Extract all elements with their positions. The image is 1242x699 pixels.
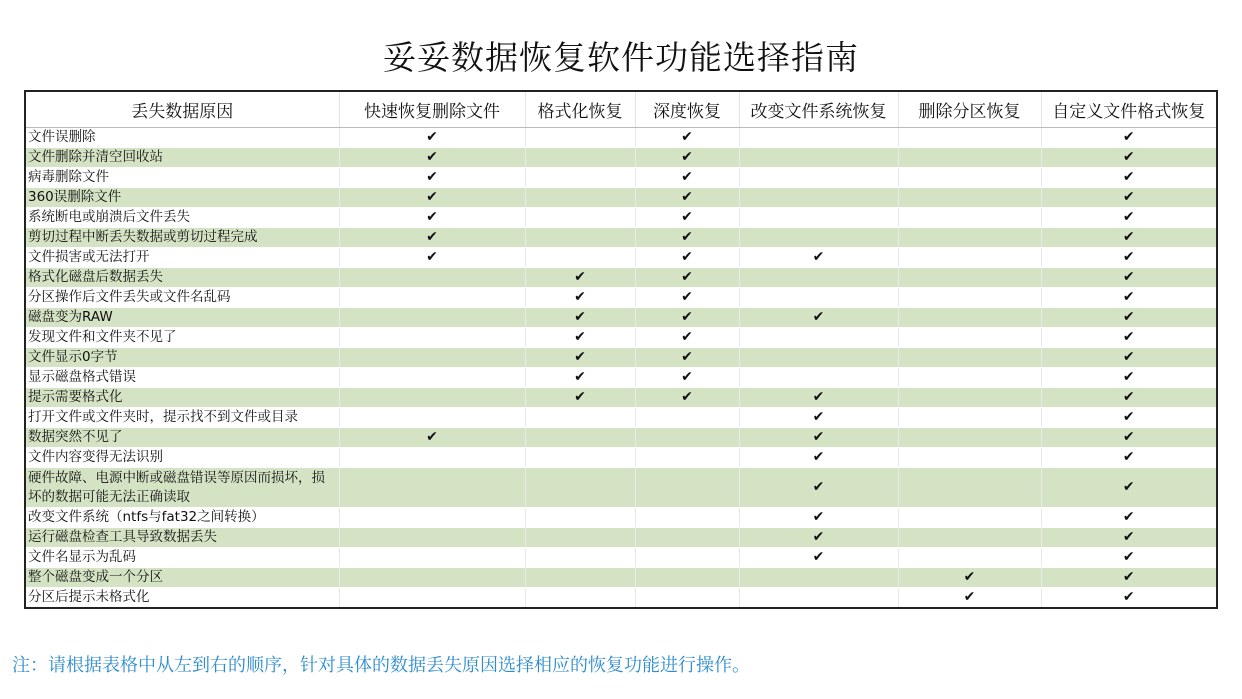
check-mark-icon: ✔ bbox=[1041, 188, 1217, 208]
empty-cell bbox=[898, 368, 1041, 388]
empty-cell bbox=[635, 588, 739, 609]
header-reason: 丢失数据原因 bbox=[25, 91, 339, 128]
empty-cell bbox=[525, 448, 635, 468]
header-custom-format-recovery: 自定义文件格式恢复 bbox=[1041, 91, 1217, 128]
check-mark-icon: ✔ bbox=[1041, 168, 1217, 188]
empty-cell bbox=[525, 148, 635, 168]
empty-cell bbox=[635, 408, 739, 428]
table-row bbox=[25, 268, 1217, 288]
empty-cell bbox=[898, 428, 1041, 448]
empty-cell bbox=[739, 368, 898, 388]
check-mark-icon: ✔ bbox=[739, 508, 898, 528]
table-row bbox=[25, 168, 1217, 188]
empty-cell bbox=[898, 228, 1041, 248]
check-mark-icon: ✔ bbox=[1041, 328, 1217, 348]
empty-cell bbox=[898, 388, 1041, 408]
empty-cell bbox=[635, 428, 739, 448]
table-row bbox=[25, 448, 1217, 468]
empty-cell bbox=[739, 228, 898, 248]
empty-cell bbox=[898, 548, 1041, 568]
empty-cell bbox=[525, 588, 635, 609]
check-mark-icon: ✔ bbox=[635, 368, 739, 388]
empty-cell bbox=[635, 508, 739, 528]
table-row bbox=[25, 208, 1217, 228]
reason-cell: 文件误删除 bbox=[25, 128, 339, 148]
empty-cell bbox=[339, 508, 525, 528]
reason-cell: 提示需要格式化 bbox=[25, 388, 339, 408]
check-mark-icon: ✔ bbox=[339, 228, 525, 248]
empty-cell bbox=[635, 448, 739, 468]
header-format-recovery: 格式化恢复 bbox=[525, 91, 635, 128]
reason-cell: 剪切过程中断丢失数据或剪切过程完成 bbox=[25, 228, 339, 248]
check-mark-icon: ✔ bbox=[635, 168, 739, 188]
check-mark-icon: ✔ bbox=[635, 268, 739, 288]
empty-cell bbox=[739, 148, 898, 168]
check-mark-icon: ✔ bbox=[525, 368, 635, 388]
check-mark-icon: ✔ bbox=[1041, 348, 1217, 368]
empty-cell bbox=[525, 128, 635, 148]
empty-cell bbox=[898, 188, 1041, 208]
empty-cell bbox=[635, 568, 739, 588]
check-mark-icon: ✔ bbox=[1041, 428, 1217, 448]
check-mark-icon: ✔ bbox=[1041, 148, 1217, 168]
empty-cell bbox=[525, 408, 635, 428]
check-mark-icon: ✔ bbox=[635, 208, 739, 228]
check-mark-icon: ✔ bbox=[339, 428, 525, 448]
check-mark-icon: ✔ bbox=[339, 128, 525, 148]
empty-cell bbox=[339, 568, 525, 588]
header-row bbox=[25, 91, 1217, 128]
reason-cell: 系统断电或崩溃后文件丢失 bbox=[25, 208, 339, 228]
empty-cell bbox=[525, 508, 635, 528]
check-mark-icon: ✔ bbox=[339, 168, 525, 188]
empty-cell bbox=[525, 168, 635, 188]
table-row bbox=[25, 248, 1217, 268]
check-mark-icon: ✔ bbox=[635, 288, 739, 308]
reason-cell: 整个磁盘变成一个分区 bbox=[25, 568, 339, 588]
check-mark-icon: ✔ bbox=[739, 388, 898, 408]
check-mark-icon: ✔ bbox=[339, 148, 525, 168]
empty-cell bbox=[739, 568, 898, 588]
check-mark-icon: ✔ bbox=[1041, 468, 1217, 508]
empty-cell bbox=[898, 508, 1041, 528]
recovery-guide-table bbox=[24, 90, 1218, 609]
check-mark-icon: ✔ bbox=[339, 188, 525, 208]
empty-cell bbox=[525, 428, 635, 448]
empty-cell bbox=[739, 208, 898, 228]
check-mark-icon: ✔ bbox=[1041, 128, 1217, 148]
reason-cell: 运行磁盘检查工具导致数据丢失 bbox=[25, 528, 339, 548]
empty-cell bbox=[525, 208, 635, 228]
empty-cell bbox=[339, 448, 525, 468]
reason-cell: 360误删除文件 bbox=[25, 188, 339, 208]
table-row bbox=[25, 348, 1217, 368]
empty-cell bbox=[898, 528, 1041, 548]
empty-cell bbox=[739, 268, 898, 288]
empty-cell bbox=[339, 308, 525, 328]
reason-cell: 改变文件系统（ntfs与fat32之间转换） bbox=[25, 508, 339, 528]
check-mark-icon: ✔ bbox=[525, 288, 635, 308]
check-mark-icon: ✔ bbox=[1041, 568, 1217, 588]
reason-cell: 数据突然不见了 bbox=[25, 428, 339, 448]
empty-cell bbox=[739, 288, 898, 308]
table-row bbox=[25, 308, 1217, 328]
empty-cell bbox=[525, 548, 635, 568]
check-mark-icon: ✔ bbox=[1041, 508, 1217, 528]
table-row bbox=[25, 148, 1217, 168]
reason-cell: 打开文件或文件夹时，提示找不到文件或目录 bbox=[25, 408, 339, 428]
empty-cell bbox=[525, 248, 635, 268]
check-mark-icon: ✔ bbox=[739, 468, 898, 508]
empty-cell bbox=[739, 588, 898, 609]
reason-cell: 格式化磁盘后数据丢失 bbox=[25, 268, 339, 288]
table-row bbox=[25, 368, 1217, 388]
empty-cell bbox=[739, 188, 898, 208]
table-row bbox=[25, 128, 1217, 148]
reason-cell: 硬件故障、电源中断或磁盘错误等原因而损坏，损坏的数据可能无法正确读取 bbox=[25, 468, 339, 508]
check-mark-icon: ✔ bbox=[1041, 408, 1217, 428]
check-mark-icon: ✔ bbox=[525, 388, 635, 408]
table-row bbox=[25, 548, 1217, 568]
header-deep-recovery: 深度恢复 bbox=[635, 91, 739, 128]
empty-cell bbox=[739, 328, 898, 348]
check-mark-icon: ✔ bbox=[1041, 208, 1217, 228]
check-mark-icon: ✔ bbox=[635, 248, 739, 268]
check-mark-icon: ✔ bbox=[1041, 388, 1217, 408]
page-title: 妥妥数据恢复软件功能选择指南 bbox=[383, 38, 859, 77]
table-row bbox=[25, 508, 1217, 528]
check-mark-icon: ✔ bbox=[739, 528, 898, 548]
empty-cell bbox=[339, 588, 525, 609]
check-mark-icon: ✔ bbox=[1041, 228, 1217, 248]
table-row bbox=[25, 328, 1217, 348]
empty-cell bbox=[339, 348, 525, 368]
empty-cell bbox=[898, 148, 1041, 168]
table-row bbox=[25, 588, 1217, 609]
empty-cell bbox=[525, 528, 635, 548]
check-mark-icon: ✔ bbox=[739, 448, 898, 468]
empty-cell bbox=[339, 268, 525, 288]
empty-cell bbox=[635, 548, 739, 568]
footnote: 注：请根据表格中从左到右的顺序，针对具体的数据丢失原因选择相应的恢复功能进行操作。 bbox=[12, 655, 750, 676]
reason-cell: 显示磁盘格式错误 bbox=[25, 368, 339, 388]
check-mark-icon: ✔ bbox=[339, 208, 525, 228]
header-filesystem-recovery: 改变文件系统恢复 bbox=[739, 91, 898, 128]
check-mark-icon: ✔ bbox=[898, 568, 1041, 588]
reason-cell: 发现文件和文件夹不见了 bbox=[25, 328, 339, 348]
table-row bbox=[25, 468, 1217, 508]
check-mark-icon: ✔ bbox=[635, 128, 739, 148]
empty-cell bbox=[525, 188, 635, 208]
reason-cell: 文件损害或无法打开 bbox=[25, 248, 339, 268]
table-row bbox=[25, 408, 1217, 428]
check-mark-icon: ✔ bbox=[1041, 308, 1217, 328]
check-mark-icon: ✔ bbox=[525, 268, 635, 288]
header-partition-recovery: 删除分区恢复 bbox=[898, 91, 1041, 128]
empty-cell bbox=[525, 228, 635, 248]
empty-cell bbox=[339, 548, 525, 568]
empty-cell bbox=[898, 468, 1041, 508]
check-mark-icon: ✔ bbox=[635, 348, 739, 368]
check-mark-icon: ✔ bbox=[635, 308, 739, 328]
empty-cell bbox=[739, 348, 898, 368]
check-mark-icon: ✔ bbox=[635, 328, 739, 348]
check-mark-icon: ✔ bbox=[339, 248, 525, 268]
reason-cell: 文件名显示为乱码 bbox=[25, 548, 339, 568]
table-row bbox=[25, 428, 1217, 448]
reason-cell: 病毒删除文件 bbox=[25, 168, 339, 188]
empty-cell bbox=[898, 128, 1041, 148]
empty-cell bbox=[739, 168, 898, 188]
reason-cell: 文件内容变得无法识别 bbox=[25, 448, 339, 468]
empty-cell bbox=[898, 248, 1041, 268]
check-mark-icon: ✔ bbox=[739, 428, 898, 448]
check-mark-icon: ✔ bbox=[635, 388, 739, 408]
check-mark-icon: ✔ bbox=[635, 188, 739, 208]
check-mark-icon: ✔ bbox=[635, 228, 739, 248]
empty-cell bbox=[898, 348, 1041, 368]
reason-cell: 文件删除并清空回收站 bbox=[25, 148, 339, 168]
empty-cell bbox=[339, 468, 525, 508]
check-mark-icon: ✔ bbox=[898, 588, 1041, 609]
empty-cell bbox=[898, 208, 1041, 228]
check-mark-icon: ✔ bbox=[739, 308, 898, 328]
empty-cell bbox=[898, 288, 1041, 308]
reason-cell: 分区操作后文件丢失或文件名乱码 bbox=[25, 288, 339, 308]
empty-cell bbox=[339, 288, 525, 308]
reason-cell: 分区后提示未格式化 bbox=[25, 588, 339, 609]
empty-cell bbox=[739, 128, 898, 148]
empty-cell bbox=[525, 568, 635, 588]
empty-cell bbox=[339, 368, 525, 388]
reason-cell: 磁盘变为RAW bbox=[25, 308, 339, 328]
reason-cell: 文件显示0字节 bbox=[25, 348, 339, 368]
header-quick-recovery: 快速恢复删除文件 bbox=[339, 91, 525, 128]
empty-cell bbox=[898, 168, 1041, 188]
check-mark-icon: ✔ bbox=[1041, 288, 1217, 308]
empty-cell bbox=[339, 528, 525, 548]
check-mark-icon: ✔ bbox=[1041, 528, 1217, 548]
check-mark-icon: ✔ bbox=[1041, 588, 1217, 609]
check-mark-icon: ✔ bbox=[1041, 268, 1217, 288]
empty-cell bbox=[898, 328, 1041, 348]
table-row bbox=[25, 288, 1217, 308]
check-mark-icon: ✔ bbox=[739, 408, 898, 428]
table-row bbox=[25, 568, 1217, 588]
check-mark-icon: ✔ bbox=[1041, 548, 1217, 568]
check-mark-icon: ✔ bbox=[635, 148, 739, 168]
empty-cell bbox=[898, 268, 1041, 288]
empty-cell bbox=[525, 468, 635, 508]
check-mark-icon: ✔ bbox=[739, 248, 898, 268]
empty-cell bbox=[635, 528, 739, 548]
empty-cell bbox=[898, 308, 1041, 328]
table-row bbox=[25, 388, 1217, 408]
empty-cell bbox=[339, 328, 525, 348]
table-row bbox=[25, 528, 1217, 548]
empty-cell bbox=[339, 388, 525, 408]
check-mark-icon: ✔ bbox=[525, 308, 635, 328]
table-row bbox=[25, 188, 1217, 208]
empty-cell bbox=[339, 408, 525, 428]
check-mark-icon: ✔ bbox=[525, 348, 635, 368]
table-body bbox=[25, 128, 1217, 609]
empty-cell bbox=[898, 448, 1041, 468]
check-mark-icon: ✔ bbox=[1041, 248, 1217, 268]
empty-cell bbox=[635, 468, 739, 508]
empty-cell bbox=[898, 408, 1041, 428]
table-row bbox=[25, 228, 1217, 248]
check-mark-icon: ✔ bbox=[1041, 448, 1217, 468]
check-mark-icon: ✔ bbox=[739, 548, 898, 568]
check-mark-icon: ✔ bbox=[1041, 368, 1217, 388]
check-mark-icon: ✔ bbox=[525, 328, 635, 348]
